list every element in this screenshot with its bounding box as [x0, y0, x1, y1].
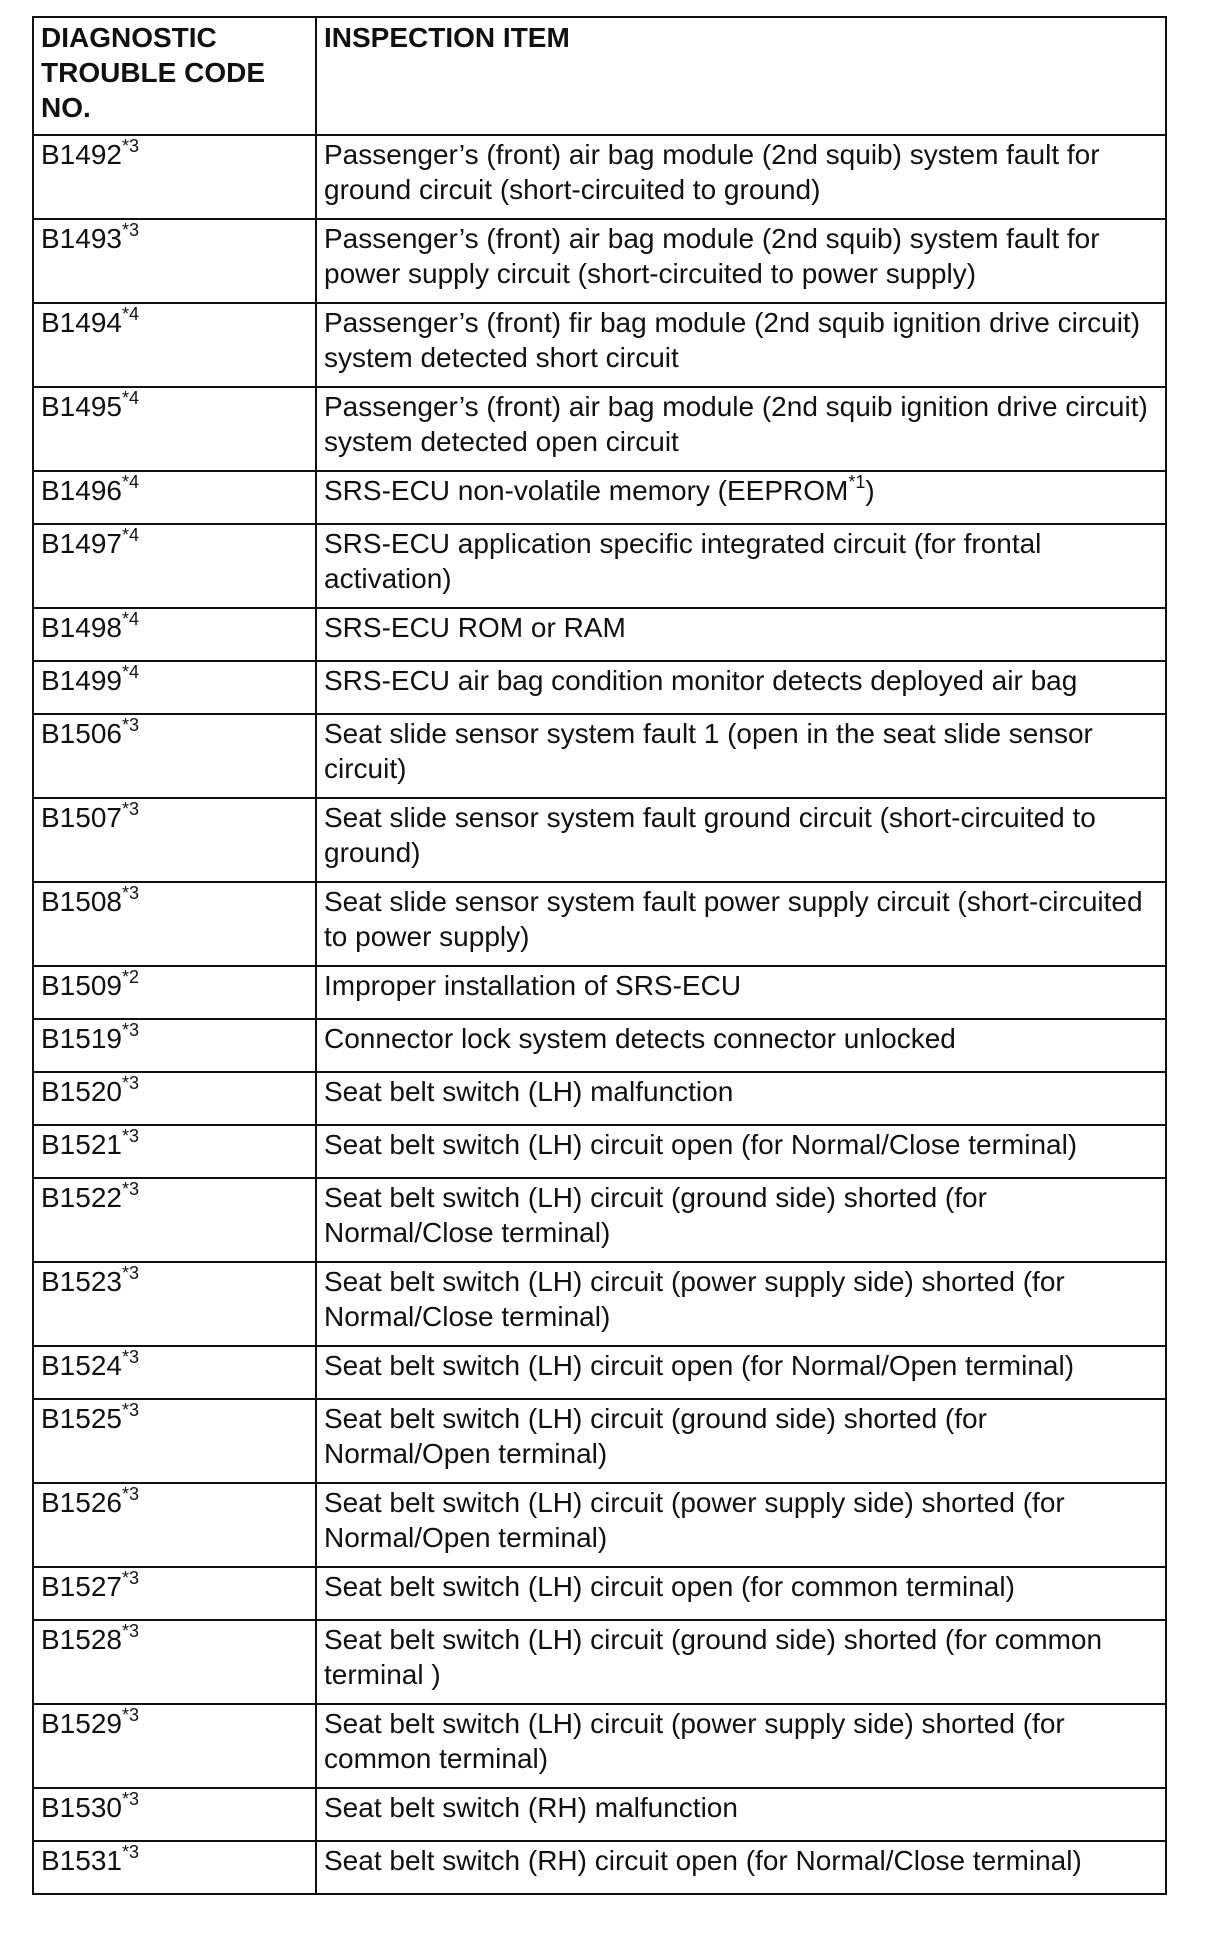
dtc-code: B1523 — [41, 1266, 122, 1297]
inspection-item-text: Passenger’s (front) air bag module (2nd squib ignition drive circuit) system detected open circuit — [324, 391, 1148, 457]
dtc-code: B1509 — [41, 970, 122, 1001]
inspection-item-cell — [316, 524, 1166, 608]
dtc-code-cell — [33, 135, 316, 219]
dtc-code-cell — [33, 1788, 316, 1841]
dtc-code: B1521 — [41, 1129, 122, 1160]
table-row — [33, 798, 1166, 882]
dtc-footnote-marker: *3 — [121, 1704, 139, 1725]
inspection-item-text: SRS-ECU ROM or RAM — [324, 612, 626, 643]
dtc-code: B1530 — [41, 1792, 122, 1823]
dtc-code: B1494 — [41, 307, 122, 338]
table-row — [33, 471, 1166, 524]
inspection-item-text-tail: ) — [865, 475, 875, 506]
dtc-footnote-marker: *3 — [121, 1178, 139, 1199]
dtc-code-cell — [33, 524, 316, 608]
header-code-column: DIAGNOSTIC TROUBLE CODE NO. — [33, 17, 316, 135]
dtc-code-cell — [33, 798, 316, 882]
dtc-code: B1520 — [41, 1076, 122, 1107]
table-row — [33, 1704, 1166, 1788]
dtc-footnote-marker: *4 — [121, 303, 139, 324]
dtc-code-cell — [33, 608, 316, 661]
dtc-footnote-marker: *4 — [121, 661, 139, 682]
inspection-item-cell — [316, 303, 1166, 387]
dtc-footnote-marker: *4 — [121, 608, 139, 629]
dtc-code-cell — [33, 714, 316, 798]
table-row — [33, 1841, 1166, 1894]
inspection-item-text: Seat belt switch (LH) circuit open (for Normal/Close terminal) — [324, 1129, 1078, 1160]
inspection-item-cell — [316, 1072, 1166, 1125]
dtc-code-cell — [33, 1841, 316, 1894]
inspection-item-text: Seat belt switch (LH) circuit open (for common terminal) — [324, 1571, 1015, 1602]
inspection-item-text: Seat belt switch (LH) malfunction — [324, 1076, 734, 1107]
dtc-code-cell — [33, 882, 316, 966]
dtc-code: B1528 — [41, 1624, 122, 1655]
dtc-footnote-marker: *3 — [121, 1262, 139, 1283]
inspection-item-text: Seat slide sensor system fault power supply circuit (short-circuited to power supply) — [324, 886, 1143, 952]
table-row — [33, 387, 1166, 471]
inspection-item-cell — [316, 714, 1166, 798]
dtc-footnote-marker: *3 — [121, 219, 139, 240]
inspection-item-footnote-marker: *1 — [848, 471, 866, 492]
table-row — [33, 882, 1166, 966]
dtc-footnote-marker: *4 — [121, 524, 139, 545]
inspection-item-text: Improper installation of SRS-ECU — [324, 970, 742, 1001]
dtc-code-cell — [33, 1704, 316, 1788]
table-row — [33, 966, 1166, 1019]
table-row — [33, 135, 1166, 219]
inspection-item-cell — [316, 1262, 1166, 1346]
inspection-item-text: Connector lock system detects connector unlocked — [324, 1023, 956, 1054]
inspection-item-text: Seat belt switch (LH) circuit (power supply side) shorted (for Normal/Close terminal) — [324, 1266, 1065, 1332]
dtc-code: B1493 — [41, 223, 122, 254]
table-body — [33, 135, 1166, 1894]
inspection-item-cell — [316, 1125, 1166, 1178]
dtc-code-cell — [33, 661, 316, 714]
dtc-code: B1527 — [41, 1571, 122, 1602]
inspection-item-text: Passenger’s (front) air bag module (2nd squib) system fault for ground circuit (short-circuited to ground) — [324, 139, 1100, 205]
dtc-code: B1496 — [41, 475, 122, 506]
dtc-code-cell — [33, 1483, 316, 1567]
dtc-code: B1506 — [41, 718, 122, 749]
inspection-item-text: Seat belt switch (LH) circuit (ground side) shorted (for common terminal ) — [324, 1624, 1103, 1690]
dtc-code-cell — [33, 1620, 316, 1704]
inspection-item-text: Seat belt switch (LH) circuit (power supply side) shorted (for Normal/Open terminal) — [324, 1487, 1065, 1553]
inspection-item-text: Seat belt switch (LH) circuit (ground side) shorted (for Normal/Close terminal) — [324, 1182, 987, 1248]
inspection-item-cell — [316, 1346, 1166, 1399]
dtc-code-cell — [33, 219, 316, 303]
inspection-item-text: Seat belt switch (LH) circuit (power supply side) shorted (for common terminal) — [324, 1708, 1065, 1774]
dtc-code: B1498 — [41, 612, 122, 643]
inspection-item-cell — [316, 471, 1166, 524]
dtc-footnote-marker: *3 — [121, 1019, 139, 1040]
dtc-code: B1507 — [41, 802, 122, 833]
table-row — [33, 1567, 1166, 1620]
dtc-code-cell — [33, 387, 316, 471]
dtc-footnote-marker: *3 — [121, 798, 139, 819]
dtc-code: B1495 — [41, 391, 122, 422]
dtc-footnote-marker: *2 — [121, 966, 139, 987]
inspection-item-text: SRS-ECU application specific integrated circuit (for frontal activation) — [324, 528, 1042, 594]
table-row — [33, 608, 1166, 661]
inspection-item-cell — [316, 135, 1166, 219]
inspection-item-cell — [316, 1483, 1166, 1567]
table-row — [33, 1125, 1166, 1178]
table-row — [33, 661, 1166, 714]
table-header-row — [33, 17, 1166, 135]
dtc-code-cell — [33, 1262, 316, 1346]
inspection-item-text: Seat belt switch (LH) circuit open (for Normal/Open terminal) — [324, 1350, 1075, 1381]
inspection-item-text: Passenger’s (front) fir bag module (2nd squib ignition drive circuit) system detected short circuit — [324, 307, 1141, 373]
table-row — [33, 524, 1166, 608]
inspection-item-text: Seat belt switch (RH) malfunction — [324, 1792, 738, 1823]
header-inspection-item-column: INSPECTION ITEM — [316, 17, 1166, 135]
inspection-item-cell — [316, 1841, 1166, 1894]
dtc-code: B1519 — [41, 1023, 122, 1054]
dtc-footnote-marker: *3 — [121, 1399, 139, 1420]
inspection-item-cell — [316, 1567, 1166, 1620]
dtc-code: B1531 — [41, 1845, 122, 1876]
inspection-item-text: Seat slide sensor system fault ground circuit (short-circuited to ground) — [324, 802, 1096, 868]
table-row — [33, 1346, 1166, 1399]
dtc-code-cell — [33, 1178, 316, 1262]
table-row — [33, 303, 1166, 387]
inspection-item-text: Seat belt switch (LH) circuit (ground side) shorted (for Normal/Open terminal) — [324, 1403, 987, 1469]
table-row — [33, 1399, 1166, 1483]
dtc-footnote-marker: *3 — [121, 1567, 139, 1588]
inspection-item-text: SRS-ECU non-volatile memory (EEPROM — [324, 475, 849, 506]
dtc-code-cell — [33, 1567, 316, 1620]
dtc-code-cell — [33, 1399, 316, 1483]
inspection-item-text: Seat slide sensor system fault 1 (open in the seat slide sensor circuit) — [324, 718, 1093, 784]
dtc-code-cell — [33, 1019, 316, 1072]
dtc-code-cell — [33, 1072, 316, 1125]
inspection-item-cell — [316, 798, 1166, 882]
table-row — [33, 1178, 1166, 1262]
table-row — [33, 1788, 1166, 1841]
inspection-item-cell — [316, 1178, 1166, 1262]
dtc-code-cell — [33, 471, 316, 524]
dtc-footnote-marker: *3 — [121, 1620, 139, 1641]
dtc-code: B1508 — [41, 886, 122, 917]
dtc-footnote-marker: *3 — [121, 1483, 139, 1504]
inspection-item-cell — [316, 219, 1166, 303]
dtc-code: B1525 — [41, 1403, 122, 1434]
dtc-footnote-marker: *3 — [121, 1125, 139, 1146]
dtc-footnote-marker: *3 — [121, 1346, 139, 1367]
inspection-item-cell — [316, 882, 1166, 966]
inspection-item-cell — [316, 966, 1166, 1019]
inspection-item-cell — [316, 1788, 1166, 1841]
dtc-code: B1524 — [41, 1350, 122, 1381]
dtc-footnote-marker: *3 — [121, 135, 139, 156]
dtc-footnote-marker: *3 — [121, 1072, 139, 1093]
dtc-footnote-marker: *3 — [121, 882, 139, 903]
table-row — [33, 1072, 1166, 1125]
dtc-footnote-marker: *3 — [121, 1841, 139, 1862]
dtc-code-cell — [33, 1346, 316, 1399]
inspection-item-text: SRS-ECU air bag condition monitor detects deployed air bag — [324, 665, 1078, 696]
table-row — [33, 219, 1166, 303]
dtc-code: B1499 — [41, 665, 122, 696]
dtc-code: B1526 — [41, 1487, 122, 1518]
dtc-footnote-marker: *3 — [121, 1788, 139, 1809]
dtc-footnote-marker: *3 — [121, 714, 139, 735]
table-row — [33, 1483, 1166, 1567]
table-row — [33, 1620, 1166, 1704]
table-row — [33, 1262, 1166, 1346]
dtc-code: B1497 — [41, 528, 122, 559]
inspection-item-cell — [316, 1019, 1166, 1072]
inspection-item-cell — [316, 661, 1166, 714]
inspection-item-text: Passenger’s (front) air bag module (2nd squib) system fault for power supply circuit (short-circuited to power supply) — [324, 223, 1100, 289]
dtc-code-cell — [33, 1125, 316, 1178]
table-row — [33, 714, 1166, 798]
dtc-code-cell — [33, 303, 316, 387]
inspection-item-text: Seat belt switch (RH) circuit open (for Normal/Close terminal) — [324, 1845, 1082, 1876]
table-row — [33, 1019, 1166, 1072]
inspection-item-cell — [316, 1704, 1166, 1788]
dtc-table — [32, 16, 1167, 1895]
inspection-item-cell — [316, 1620, 1166, 1704]
inspection-item-cell — [316, 608, 1166, 661]
dtc-code-cell — [33, 966, 316, 1019]
inspection-item-cell — [316, 1399, 1166, 1483]
dtc-footnote-marker: *4 — [121, 387, 139, 408]
dtc-footnote-marker: *4 — [121, 471, 139, 492]
dtc-code: B1529 — [41, 1708, 122, 1739]
inspection-item-cell — [316, 387, 1166, 471]
dtc-code: B1522 — [41, 1182, 122, 1213]
dtc-code: B1492 — [41, 139, 122, 170]
